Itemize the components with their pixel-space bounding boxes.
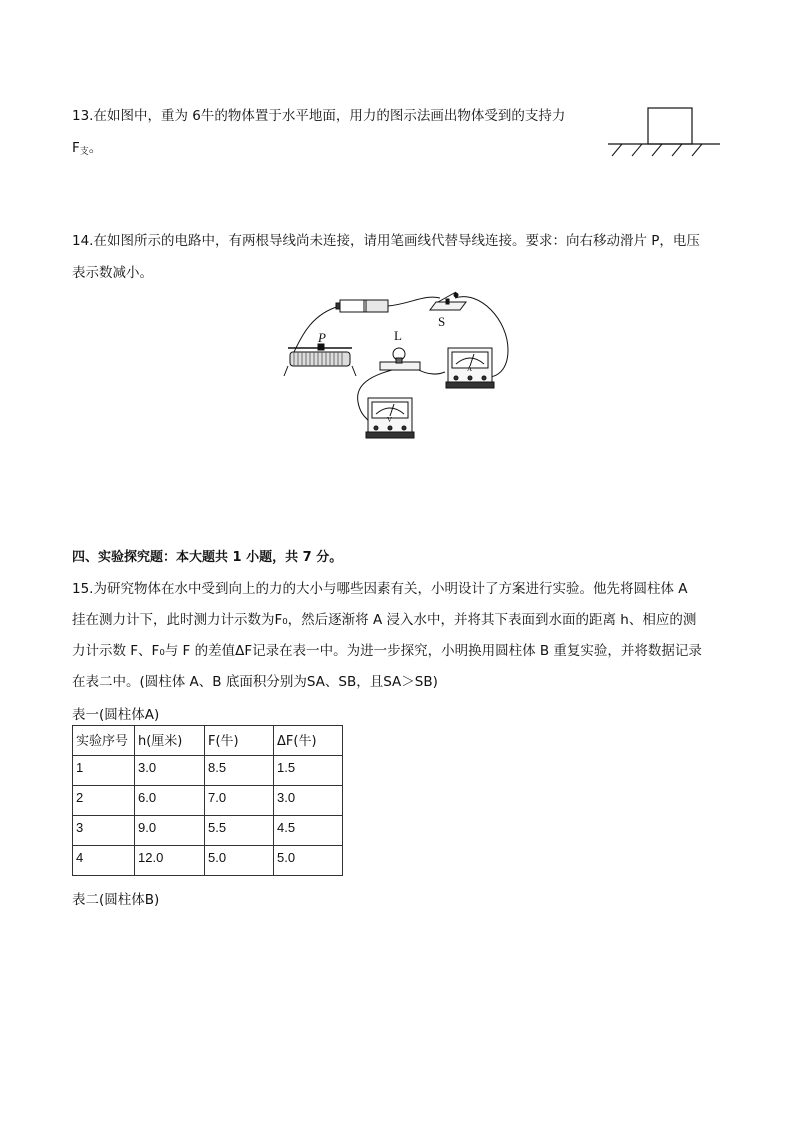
table-row <box>73 786 343 816</box>
header-cell: F(牛) <box>205 726 274 756</box>
force-symbol: F <box>72 140 80 156</box>
table-row <box>73 846 343 876</box>
table-cell: 5.0 <box>205 846 274 876</box>
q14-line1: 14.在如图所示的电路中，有两根导线尚未连接，请用笔画线代替导线连接。要求：向右移动滑片 P，电压 <box>72 233 700 249</box>
section4-title: 四、实验探究题：本大题共 1 小题，共 7 分。 <box>72 550 343 565</box>
label-a: A <box>467 365 473 373</box>
label-p: P <box>318 330 326 345</box>
battery <box>336 300 388 312</box>
ground-block-figure <box>600 100 730 160</box>
table-cell: 3.0 <box>274 786 343 816</box>
header-cell: 实验序号 <box>73 726 135 756</box>
table-cell: 5.0 <box>274 846 343 876</box>
header-cell: ΔF(牛) <box>274 726 343 756</box>
table-cell: 6.0 <box>135 786 205 816</box>
table-row <box>73 816 343 846</box>
table-cell: 4.5 <box>274 816 343 846</box>
table-cell: 2 <box>73 786 135 816</box>
table-cell: 12.0 <box>135 846 205 876</box>
block <box>648 108 692 144</box>
header-cell: h(厘米) <box>135 726 205 756</box>
table-cell: 3 <box>73 816 135 846</box>
label-s: S <box>438 314 446 329</box>
table-row <box>73 756 343 786</box>
table-cell: 1 <box>73 756 135 786</box>
table-cell: 5.5 <box>205 816 274 846</box>
label-l: L <box>394 328 402 343</box>
table1 <box>72 725 343 876</box>
table-cell: 1.5 <box>274 756 343 786</box>
table-cell: 8.5 <box>205 756 274 786</box>
force-end: 。 <box>88 140 103 156</box>
ground-hatch <box>612 144 702 156</box>
table1-caption: 表一(圆柱体A) <box>72 707 160 723</box>
table-cell: 7.0 <box>205 786 274 816</box>
q15-line1: 15.为研究物体在水中受到向上的力的大小与哪些因素有关，小明设计了方案进行实验。他先将圆柱体 A <box>72 581 688 597</box>
q14-line2: 表示数减小。 <box>72 265 153 281</box>
q13-line2 <box>72 136 102 157</box>
rheostat <box>284 344 356 376</box>
switch <box>430 292 466 310</box>
force-subscript: 支 <box>79 147 89 157</box>
table-cell: 4 <box>73 846 135 876</box>
q15-line2: 挂在测力计下，此时测力计示数为F₀，然后逐渐将 A 浸入水中，并将其下表面到水面的距离 h、相应的测 <box>72 612 697 628</box>
label-v: V <box>387 416 393 424</box>
table-cell: 9.0 <box>135 816 205 846</box>
table2-caption: 表二(圆柱体B) <box>72 892 160 908</box>
q15-line4: 在表二中。(圆柱体 A、B 底面积分别为SA、SB，且SA＞SB) <box>72 674 438 690</box>
q13-line1: 13.在如图中，重为 6牛的物体置于水平地面，用力的图示法画出物体受到的支持力 <box>72 108 566 124</box>
lamp <box>380 348 420 370</box>
table-cell: 3.0 <box>135 756 205 786</box>
q15-line3: 力计示数 F、F₀与 F 的差值ΔF记录在表一中。为进一步探究，小明换用圆柱体 B 重复实验，并将数据记录 <box>72 643 702 659</box>
circuit-figure <box>280 290 520 455</box>
table-header-row <box>73 726 343 756</box>
